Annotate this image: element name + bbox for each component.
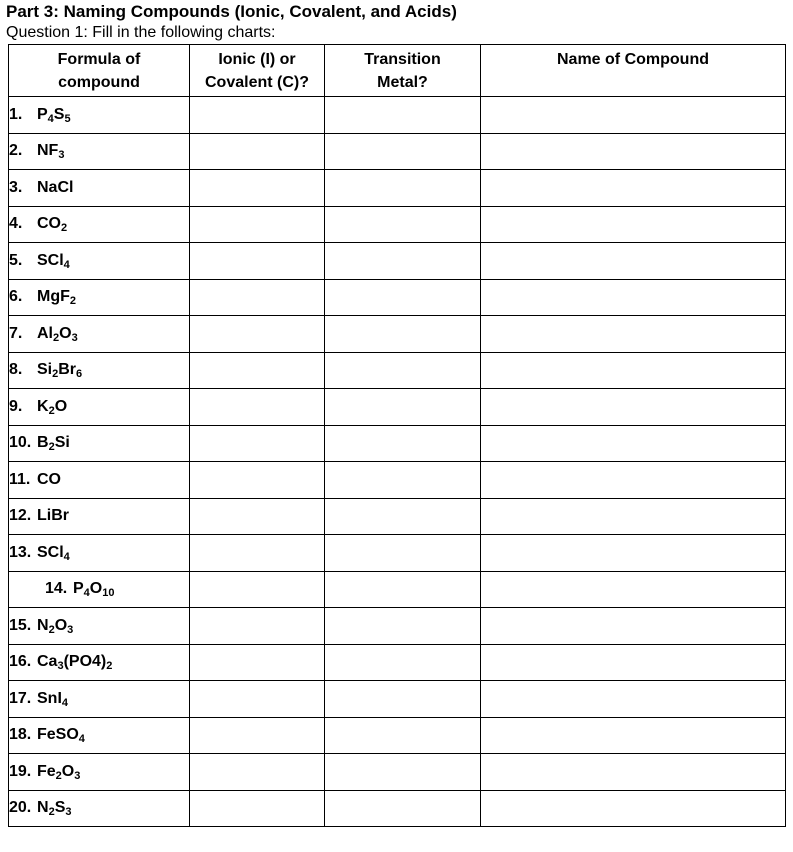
formula-subscript: 6	[76, 368, 83, 381]
row-number: 4.	[9, 215, 23, 233]
formula-cell	[9, 608, 190, 645]
formula-symbol: P	[73, 580, 84, 598]
formula-subscript: 2	[52, 368, 59, 381]
chemical-formula	[37, 653, 113, 673]
chemical-formula	[37, 252, 70, 269]
ionic-covalent-answer[interactable]	[190, 644, 325, 681]
transition-metal-answer[interactable]	[325, 462, 481, 499]
row-number: 8.	[9, 361, 23, 379]
formula-symbol: SnI	[37, 689, 62, 707]
formula-subscript: 3	[71, 331, 78, 344]
transition-metal-answer[interactable]	[325, 170, 481, 207]
row-number: 19.	[9, 762, 32, 780]
ionic-covalent-answer[interactable]	[190, 243, 325, 280]
formula-subscript: 4	[63, 550, 70, 563]
compound-name-answer[interactable]	[481, 316, 786, 353]
table-row	[9, 790, 786, 827]
table-row	[9, 279, 786, 316]
transition-metal-answer[interactable]	[325, 389, 481, 426]
formula-symbol: CO	[37, 215, 61, 233]
row-number: 13.	[9, 543, 32, 561]
table-row	[9, 170, 786, 207]
formula-cell	[9, 352, 190, 389]
formula-symbol: B	[37, 434, 49, 452]
transition-metal-answer[interactable]	[325, 133, 481, 170]
ionic-covalent-answer[interactable]	[190, 425, 325, 462]
formula-symbol: N	[37, 799, 49, 817]
formula-symbol: Br	[58, 361, 77, 379]
formula-cell	[9, 97, 190, 134]
formula-cell	[9, 206, 190, 243]
ionic-covalent-answer[interactable]	[190, 279, 325, 316]
table-row	[9, 644, 786, 681]
row-number: 7.	[9, 324, 23, 342]
header-transition-metal: Transition Metal?	[325, 45, 481, 97]
formula-cell	[9, 462, 190, 499]
formula-symbol: S	[53, 105, 65, 123]
table-row	[9, 133, 786, 170]
formula-symbol: P	[37, 105, 48, 123]
compound-name-answer[interactable]	[481, 462, 786, 499]
formula-subscript: 2	[48, 441, 55, 454]
formula-subscript: 3	[57, 660, 64, 673]
row-number: 14.	[45, 580, 68, 598]
table-row	[9, 608, 786, 645]
header-name-of-compound: Name of Compound	[481, 45, 786, 97]
formula-cell	[9, 133, 190, 170]
ionic-covalent-answer[interactable]	[190, 717, 325, 754]
transition-metal-answer[interactable]	[325, 425, 481, 462]
formula-symbol: CO	[37, 470, 61, 488]
chemical-formula	[37, 434, 70, 454]
row-number: 20.	[9, 799, 32, 817]
formula-subscript: 3	[74, 769, 81, 782]
row-number: 1.	[9, 105, 23, 123]
formula-symbol: O	[54, 616, 68, 634]
formula-cell	[9, 316, 190, 353]
transition-metal-answer[interactable]	[325, 279, 481, 316]
transition-metal-answer[interactable]	[325, 754, 481, 791]
header-ionic-covalent: Ionic (I) or Covalent (C)?	[190, 45, 325, 97]
formula-symbol: Al	[37, 324, 53, 342]
row-number: 5.	[9, 251, 23, 269]
chemical-formula	[37, 361, 83, 381]
compound-name-answer[interactable]	[481, 206, 786, 243]
chemical-formula	[37, 106, 71, 123]
compound-name-answer[interactable]	[481, 243, 786, 280]
formula-cell	[9, 279, 190, 316]
formula-subscript: 3	[58, 149, 65, 162]
ionic-covalent-answer[interactable]	[190, 97, 325, 134]
chemical-formula	[73, 580, 115, 600]
formula-symbol: MgF	[37, 288, 70, 306]
transition-metal-answer[interactable]	[325, 644, 481, 681]
formula-subscript: 4	[47, 112, 54, 125]
table-row	[9, 97, 786, 134]
table-row	[9, 754, 786, 791]
formula-subscript: 4	[63, 258, 70, 271]
formula-subscript: 2	[55, 769, 62, 782]
ionic-covalent-answer[interactable]	[190, 389, 325, 426]
compound-name-answer[interactable]	[481, 681, 786, 718]
table-row	[9, 462, 786, 499]
formula-cell	[9, 681, 190, 718]
row-number: 11.	[9, 470, 31, 488]
chemical-formula	[37, 507, 69, 524]
formula-subscript: 3	[67, 623, 74, 636]
row-number: 6.	[9, 288, 23, 306]
formula-symbol: O	[89, 580, 103, 598]
compound-name-answer[interactable]	[481, 754, 786, 791]
compound-name-answer[interactable]	[481, 425, 786, 462]
formula-cell	[9, 754, 190, 791]
row-number: 10.	[9, 434, 32, 452]
table-row	[9, 316, 786, 353]
formula-subscript: 2	[48, 404, 55, 417]
formula-symbol: Si	[54, 434, 70, 452]
formula-cell	[9, 425, 190, 462]
transition-metal-answer[interactable]	[325, 790, 481, 827]
formula-symbol: N	[37, 616, 49, 634]
formula-symbol: Ca	[37, 653, 58, 671]
ionic-covalent-answer[interactable]	[190, 170, 325, 207]
row-number: 12.	[9, 507, 32, 525]
header-formula: Formula of compound	[9, 45, 190, 97]
ionic-covalent-answer[interactable]	[190, 462, 325, 499]
compound-name-answer[interactable]	[481, 97, 786, 134]
compound-name-answer[interactable]	[481, 133, 786, 170]
formula-subscript: 4	[61, 696, 69, 709]
formula-subscript: 2	[61, 222, 68, 235]
formula-subscript: 4	[78, 733, 85, 746]
compound-name-answer[interactable]	[481, 717, 786, 754]
row-number: 2.	[9, 142, 23, 160]
chemical-formula	[37, 325, 78, 342]
formula-cell	[9, 389, 190, 426]
formula-symbol: K	[37, 397, 49, 415]
formula-symbol: O	[59, 324, 72, 342]
formula-symbol: SCl	[37, 543, 64, 561]
formula-cell	[9, 790, 190, 827]
transition-metal-answer[interactable]	[325, 571, 481, 608]
formula-cell	[9, 170, 190, 207]
chemical-formula	[37, 471, 61, 488]
formula-symbol: (PO4)	[63, 653, 107, 671]
formula-symbol: S	[54, 799, 66, 817]
row-number: 9.	[9, 397, 23, 415]
ionic-covalent-answer[interactable]	[190, 316, 325, 353]
table-row	[9, 498, 786, 535]
formula-symbol: NF	[37, 142, 59, 160]
transition-metal-answer[interactable]	[325, 352, 481, 389]
ionic-covalent-answer[interactable]	[190, 133, 325, 170]
chemical-formula	[37, 763, 80, 780]
table-row	[9, 681, 786, 718]
compound-name-answer[interactable]	[481, 790, 786, 827]
formula-cell	[9, 571, 190, 608]
transition-metal-answer[interactable]	[325, 681, 481, 718]
chemical-formula	[37, 179, 73, 196]
formula-subscript: 10	[102, 587, 115, 600]
table-row	[9, 206, 786, 243]
compound-name-answer[interactable]	[481, 352, 786, 389]
transition-metal-answer[interactable]	[325, 206, 481, 243]
transition-metal-answer[interactable]	[325, 498, 481, 535]
chemical-formula	[37, 617, 73, 634]
ionic-covalent-answer[interactable]	[190, 681, 325, 718]
compound-name-answer[interactable]	[481, 279, 786, 316]
row-number: 16.	[9, 653, 32, 671]
formula-subscript: 2	[48, 806, 55, 819]
chemical-formula	[37, 288, 76, 308]
ionic-covalent-answer[interactable]	[190, 754, 325, 791]
row-number: 15.	[9, 616, 32, 634]
ionic-covalent-answer[interactable]	[190, 206, 325, 243]
formula-subscript: 2	[69, 295, 76, 308]
formula-symbol: SCl	[37, 251, 64, 269]
formula-symbol: O	[61, 762, 75, 780]
compound-name-answer[interactable]	[481, 571, 786, 608]
formula-cell	[9, 644, 190, 681]
chemical-formula	[37, 544, 70, 561]
chemical-formula	[37, 690, 68, 707]
table-row	[9, 352, 786, 389]
compound-name-answer[interactable]	[481, 389, 786, 426]
table-row	[9, 389, 786, 426]
compound-name-answer[interactable]	[481, 644, 786, 681]
table-row	[9, 425, 786, 462]
formula-cell	[9, 535, 190, 572]
table-row	[9, 243, 786, 280]
ionic-covalent-answer[interactable]	[190, 571, 325, 608]
formula-symbol: NaCl	[37, 178, 74, 196]
compound-name-answer[interactable]	[481, 498, 786, 535]
chemical-formula	[37, 726, 85, 746]
chemical-formula	[37, 799, 72, 819]
chemical-formula	[37, 142, 65, 162]
formula-subscript: 5	[64, 112, 71, 125]
part-title: Part 3: Naming Compounds (Ionic, Covalent, and Acids)	[6, 2, 457, 21]
transition-metal-answer[interactable]	[325, 97, 481, 134]
table-row	[9, 535, 786, 572]
header-row	[9, 45, 786, 97]
ionic-covalent-answer[interactable]	[190, 535, 325, 572]
compounds-chart	[8, 44, 786, 827]
row-number: 18.	[9, 726, 32, 744]
chemical-formula	[37, 398, 67, 415]
formula-cell	[9, 717, 190, 754]
formula-cell	[9, 243, 190, 280]
transition-metal-answer[interactable]	[325, 535, 481, 572]
formula-cell	[9, 498, 190, 535]
transition-metal-answer[interactable]	[325, 608, 481, 645]
compound-name-answer[interactable]	[481, 535, 786, 572]
chemical-formula	[37, 215, 68, 235]
row-number: 3.	[9, 178, 23, 196]
ionic-covalent-answer[interactable]	[190, 352, 325, 389]
formula-symbol: LiBr	[37, 507, 69, 525]
table-row	[9, 571, 786, 608]
ionic-covalent-answer[interactable]	[190, 498, 325, 535]
question-text: Question 1: Fill in the following charts:	[6, 24, 276, 41]
row-number: 17.	[9, 689, 32, 707]
formula-subscript: 2	[53, 331, 60, 344]
ionic-covalent-answer[interactable]	[190, 608, 325, 645]
formula-symbol: FeSO	[37, 726, 79, 744]
ionic-covalent-answer[interactable]	[190, 790, 325, 827]
transition-metal-answer[interactable]	[325, 717, 481, 754]
transition-metal-answer[interactable]	[325, 316, 481, 353]
formula-subscript: 4	[83, 587, 90, 600]
table-row	[9, 717, 786, 754]
formula-subscript: 2	[48, 623, 55, 636]
formula-symbol: O	[54, 397, 68, 415]
transition-metal-answer[interactable]	[325, 243, 481, 280]
formula-subscript: 2	[106, 660, 113, 673]
compound-name-answer[interactable]	[481, 608, 786, 645]
formula-symbol: Fe	[37, 762, 56, 780]
formula-subscript: 3	[65, 806, 72, 819]
formula-symbol: Si	[37, 361, 53, 379]
compound-name-answer[interactable]	[481, 170, 786, 207]
